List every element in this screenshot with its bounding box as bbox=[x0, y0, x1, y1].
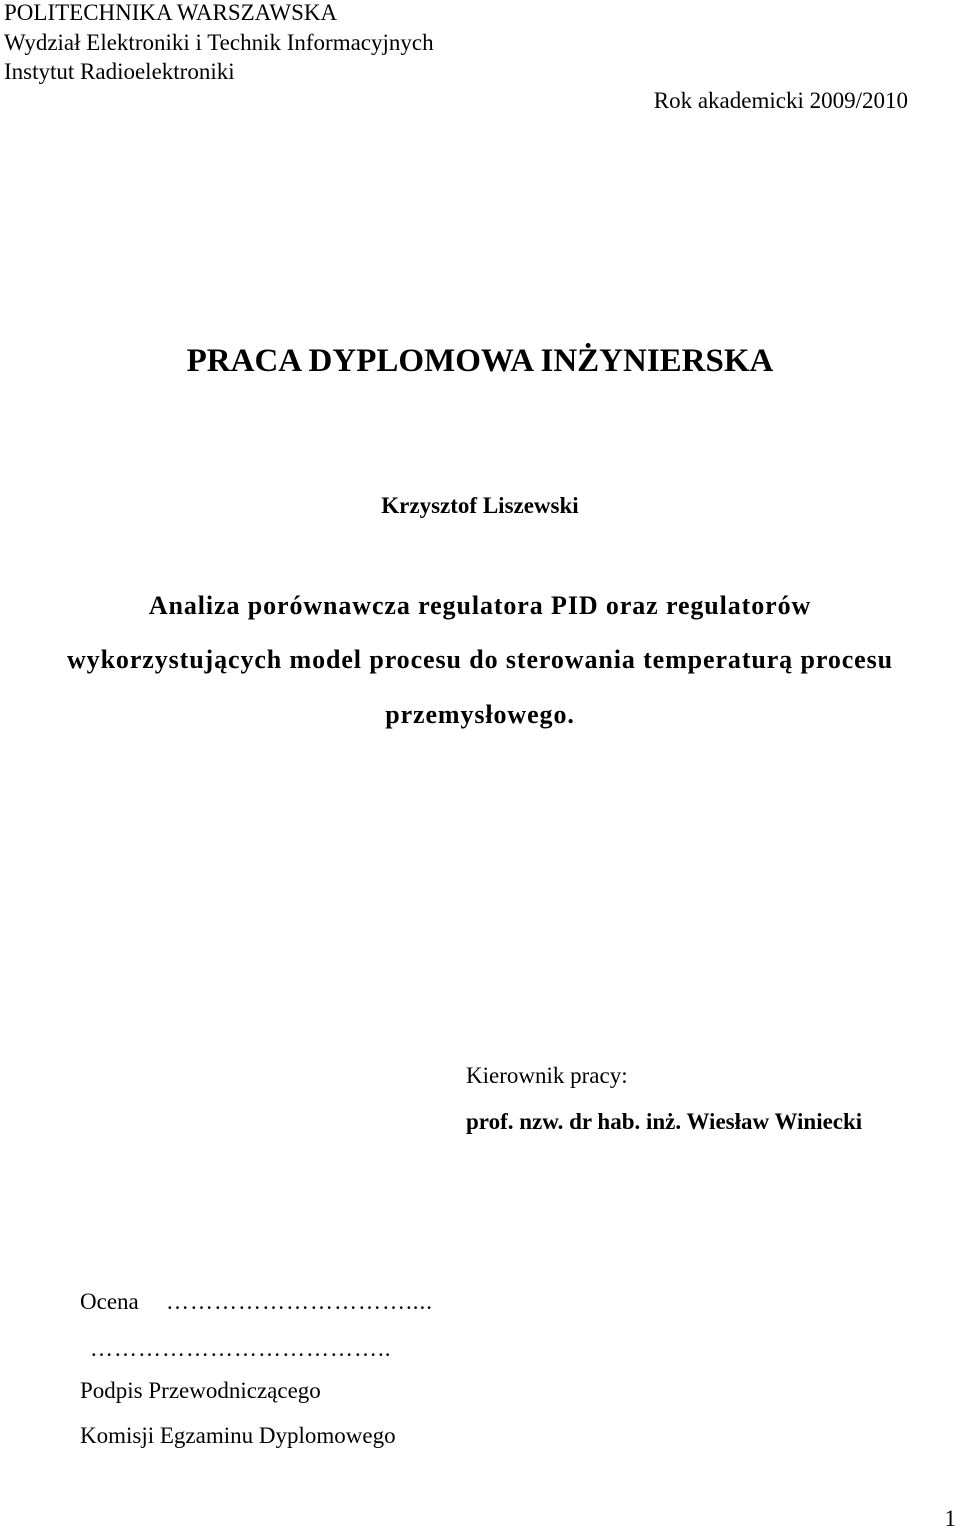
institute-name: Instytut Radioelektroniki bbox=[4, 59, 235, 84]
grade-label: Ocena bbox=[80, 1289, 139, 1314]
page-number: 1 bbox=[944, 1506, 956, 1531]
thesis-title-line-3: przemysłowego. bbox=[385, 700, 575, 729]
thesis-title-line-1: Analiza porównawcza regulatora PID oraz regulatorów bbox=[148, 591, 812, 620]
signature-caption-line-2: Komisji Egzaminu Dyplomowego bbox=[80, 1423, 396, 1448]
thesis-title-line-2: wykorzystujących model procesu do sterowania temperaturą procesu bbox=[67, 645, 893, 674]
academic-year: Rok akademicki 2009/2010 bbox=[653, 88, 908, 113]
university-name: POLITECHNIKA WARSZAWSKA bbox=[4, 0, 338, 25]
author-name: Krzysztof Liszewski bbox=[381, 493, 579, 518]
thesis-type-heading: PRACA DYPLOMOWA INŻYNIERSKA bbox=[186, 343, 774, 379]
supervisor-name: prof. nzw. dr hab. inż. Wiesław Winiecki bbox=[466, 1109, 863, 1134]
grade-dotted-line: ………………………….... bbox=[166, 1289, 433, 1314]
faculty-name: Wydział Elektroniki i Technik Informacyjnych bbox=[4, 30, 434, 55]
supervisor-label: Kierownik pracy: bbox=[466, 1063, 628, 1088]
signature-caption-line-1: Podpis Przewodniczącego bbox=[80, 1378, 321, 1403]
signature-dotted-line: ……………………………….. bbox=[90, 1336, 392, 1361]
